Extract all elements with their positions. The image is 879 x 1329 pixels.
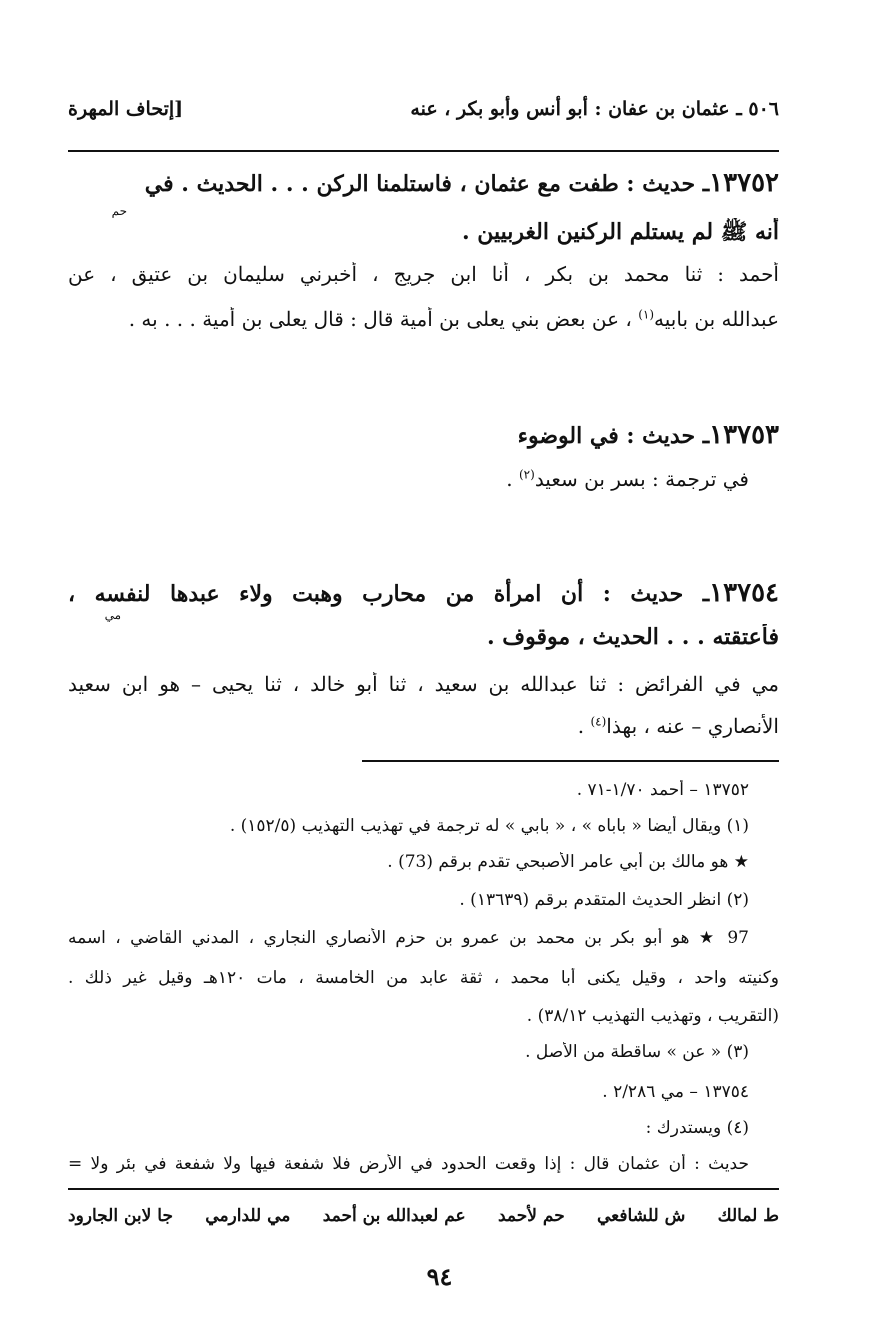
legend-item: ط لمالك [717,1206,779,1226]
hadith-13754-line2: فأعتقته . . . الحديث ، موقوف . [486,624,779,650]
footnote: (١) ويقال أيضا « باباه » ، « بابي » له ترجمة في تهذيب التهذيب (١٥٢/٥) . [229,816,749,836]
footnote: (٤) ويستدرك : [645,1118,749,1138]
footnote: ١٣٧٥٢ – أحمد ١/٧٠-٧١ . [576,780,749,800]
legend-item: مي للدارمي [205,1206,291,1226]
footnote: وكنيته واحد ، وقيل يكنى أبا محمد ، ثقة عابد من الخامسة ، مات ١٢٠هـ وقيل غير ذلك . [68,968,779,988]
source-mark: مي [104,608,121,622]
footnote-ref: (٢) [518,467,535,482]
page-number: ٩٤ [426,1262,453,1291]
footnote: ★ هو مالك بن أبي عامر الأصبحي تقدم برقم (73) . [387,852,749,872]
source-mark: حم [111,204,127,218]
isnad-line: مي في الفرائض : ثنا عبدالله بن سعيد ، ثنا أبو خالد ، ثنا يحيى – هو ابن سعيد [68,672,779,696]
footnote: (٢) انظر الحديث المتقدم برقم (١٣٦٣٩) . [459,890,749,910]
hadith-13752-line2: أنه ﷺ لم يستلم الركنين الغربيين . [461,219,779,245]
isnad-line [68,467,749,491]
hadith-13754-line1 [68,578,779,608]
legend-divider [68,1188,779,1190]
isnad-line: أحمد : ثنا محمد بن بكر ، أنا ابن جريج ، أخبرني سليمان بن عتيق ، عن [68,262,779,286]
hadith-text: ـ حديث : طفت مع عثمان ، فاستلمنا الركن . . . الحديث . في [144,171,710,197]
running-header-title: ٥٠٦ ـ عثمان بن عفان : أبو أنس وأبو بكر ، عنه [410,98,779,120]
header-divider [68,150,779,152]
legend-item: حم لأحمد [498,1206,565,1226]
footnote: (٣) « عن » ساقطة من الأصل . [525,1042,749,1062]
hadith-13753-line1 [68,420,779,450]
footnote: 97 ★ هو أبو بكر بن محمد بن عمرو بن حزم الأنصاري النجاري ، المدني القاضي ، اسمه [68,928,749,948]
isnad-text: . [577,714,585,738]
isnad-text: . [506,467,513,491]
hadith-13752-line1 [68,168,779,198]
legend-item: ش للشافعي [597,1206,686,1226]
footnote-ref: (٤) [590,714,607,729]
hadith-text: ـ حديث : في الوضوء [517,423,710,449]
isnad-line [68,714,779,738]
footnote-divider [362,760,779,762]
abbreviation-legend [68,1206,779,1226]
isnad-text: في ترجمة : بسر بن سعيد [534,467,749,491]
running-header-book: [إتحاف المهرة [68,98,184,120]
isnad-text: الأنصاري – عنه ، بهذا [606,714,779,738]
footnote-ref: (١) [638,307,655,322]
isnad-text: ، عن بعض بني يعلى بن أمية قال : قال يعلى بن أمية . . . به . [128,307,632,331]
footnote: (التقريب ، وتهذيب التهذيب ٣٨/١٢) . [526,1006,779,1026]
hadith-number: ١٣٧٥٣ [709,420,779,450]
hadith-number: ١٣٧٥٢ [709,168,779,198]
footnote: حديث : أن عثمان قال : إذا وقعت الحدود في الأرض فلا شفعة فيها ولا شفعة في بئر ولا = [68,1154,749,1174]
hadith-text: ـ حديث : أن امرأة من محارب وهبت ولاء عبدها لنفسه ، [68,581,710,607]
legend-item: عم لعبدالله بن أحمد [322,1206,466,1226]
footnote: ١٣٧٥٤ – مي ٢/٢٨٦ . [602,1082,749,1102]
isnad-line [68,307,779,331]
hadith-number: ١٣٧٥٤ [709,578,779,608]
isnad-text: عبدالله بن بابيه [654,307,779,331]
legend-item: جا لابن الجارود [68,1206,173,1226]
